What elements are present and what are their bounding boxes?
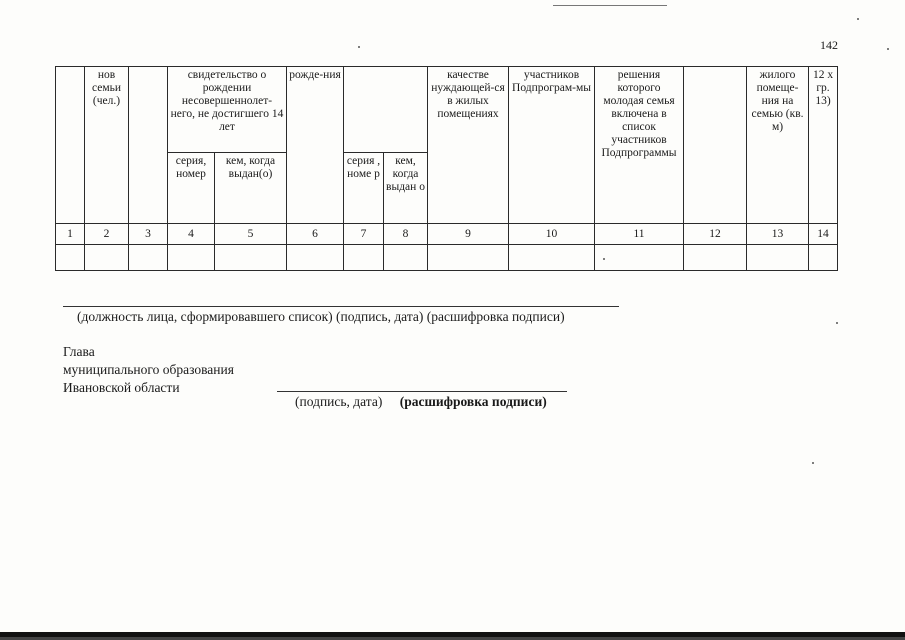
top-rule — [553, 5, 667, 6]
header-col-6: рожде-ния — [287, 67, 344, 224]
column-number: 3 — [129, 224, 168, 245]
signature-caption-compiler: (должность лица, сформировавшего список) (подпись, дата) (расшифровка подписи) — [77, 309, 565, 324]
column-number: 14 — [809, 224, 838, 245]
header-col-4-5: свидетельство о рождении несовершеннолет-него, не достигшего 14 лет — [168, 67, 287, 153]
scan-speck — [857, 18, 859, 20]
scan-speck — [812, 462, 814, 464]
signature-caption-head — [295, 394, 547, 410]
table-empty-row — [56, 245, 838, 271]
scan-speck — [887, 48, 889, 50]
family-list-table — [55, 66, 838, 271]
column-number: 9 — [428, 224, 509, 245]
scan-speck — [836, 322, 838, 324]
signature-line-compiler — [63, 306, 619, 307]
signature-line-head — [277, 391, 567, 392]
table-cell — [215, 245, 287, 271]
header-col-4: серия, номер — [168, 153, 215, 224]
head-of-municipality-block — [63, 343, 234, 397]
header-col-7-8 — [344, 67, 428, 153]
header-col-13: жилого помеще-ния на семью (кв. м) — [747, 67, 809, 224]
column-number: 12 — [684, 224, 747, 245]
head-title-line: муниципального образования — [63, 362, 234, 377]
head-title-line: Глава — [63, 344, 95, 359]
signature-date-caption: (подпись, дата) — [295, 394, 383, 409]
header-col-2: нов семьи (чел.) — [85, 67, 129, 224]
signature-decode-caption: (расшифровка подписи) — [399, 394, 547, 409]
table-cell — [56, 245, 85, 271]
table-cell — [747, 245, 809, 271]
header-col-1 — [56, 67, 85, 224]
scan-speck — [358, 46, 360, 48]
column-number: 1 — [56, 224, 85, 245]
column-number: 4 — [168, 224, 215, 245]
column-number-row — [56, 224, 838, 245]
table-cell — [384, 245, 428, 271]
table-cell — [85, 245, 129, 271]
table-header-row-1 — [56, 67, 838, 153]
head-title-line: Ивановской области — [63, 380, 180, 395]
column-number: 11 — [595, 224, 684, 245]
table-cell — [595, 245, 684, 271]
column-number: 8 — [384, 224, 428, 245]
header-col-11: решения которого молодая семья включена в список участников Подпрограммы — [595, 67, 684, 224]
header-col-3 — [129, 67, 168, 224]
page-number: 142 — [820, 38, 838, 52]
header-col-8: кем, когда выдан о — [384, 153, 428, 224]
column-number: 10 — [509, 224, 595, 245]
table-cell — [287, 245, 344, 271]
column-number: 13 — [747, 224, 809, 245]
column-number: 7 — [344, 224, 384, 245]
scan-speck — [603, 258, 605, 260]
header-col-10: участников Подпрограм-мы — [509, 67, 595, 224]
table-cell — [129, 245, 168, 271]
column-number: 2 — [85, 224, 129, 245]
column-number: 5 — [215, 224, 287, 245]
table-cell — [809, 245, 838, 271]
header-col-9: качестве нуждающей-ся в жилых помещениях — [428, 67, 509, 224]
table-cell — [168, 245, 215, 271]
header-col-5: кем, когда выдан(о) — [215, 153, 287, 224]
table-cell — [684, 245, 747, 271]
table-cell — [428, 245, 509, 271]
table-cell — [344, 245, 384, 271]
table-cell — [509, 245, 595, 271]
header-col-12 — [684, 67, 747, 224]
header-col-14: 12 х гр. 13) — [809, 67, 838, 224]
header-col-7: серия , номе р — [344, 153, 384, 224]
column-number: 6 — [287, 224, 344, 245]
